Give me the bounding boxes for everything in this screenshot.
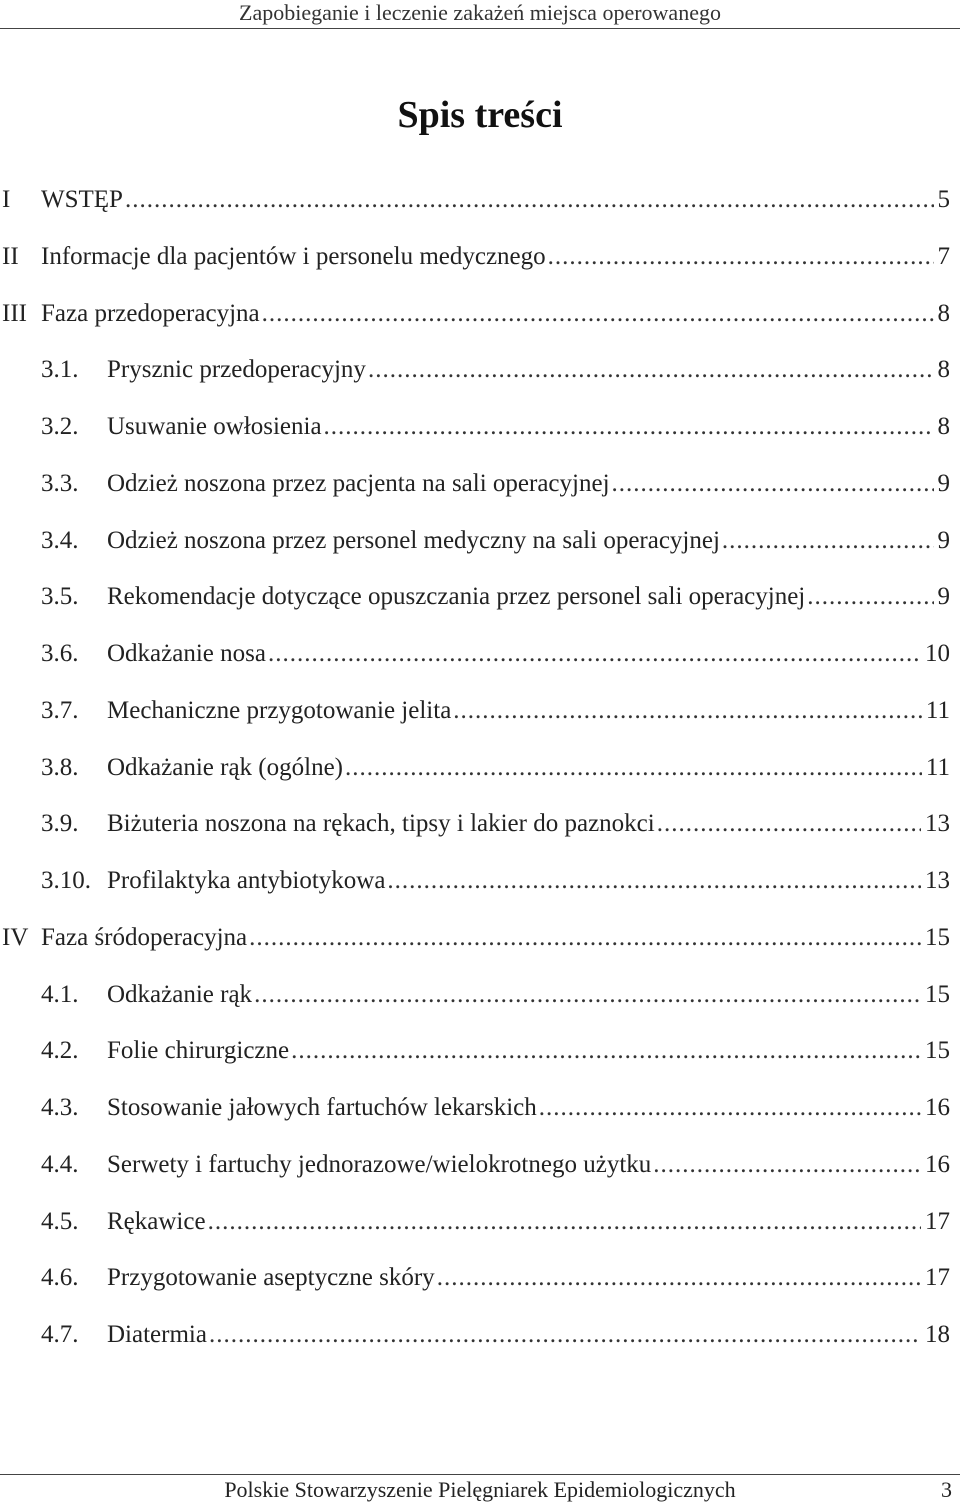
toc-entry-line bbox=[107, 1023, 950, 1080]
toc-dot-leader bbox=[657, 796, 921, 853]
toc-entry-line bbox=[107, 513, 950, 570]
toc-entry[interactable] bbox=[0, 796, 960, 853]
toc-entry-page: 9 bbox=[937, 583, 950, 611]
toc-entry[interactable] bbox=[0, 626, 960, 683]
toc-entry-page: 17 bbox=[925, 1264, 950, 1292]
toc-entry-page: 18 bbox=[925, 1321, 950, 1348]
toc-entry-page: 11 bbox=[925, 753, 950, 781]
toc-entry-label: Faza przedoperacyjna bbox=[41, 299, 260, 327]
toc-entry[interactable] bbox=[0, 910, 960, 967]
toc-entry-number: 3.3. bbox=[41, 469, 79, 497]
toc-entry-number: 3.4. bbox=[41, 526, 79, 554]
toc-dot-leader bbox=[249, 910, 921, 967]
toc-entry-line bbox=[107, 796, 950, 853]
toc-entry-page: 7 bbox=[937, 242, 950, 270]
toc-entry-number: 3.1. bbox=[41, 356, 79, 384]
toc-entry-label: Informacje dla pacjentów i personelu medycznego bbox=[41, 242, 546, 270]
toc-entry-page: 15 bbox=[925, 923, 950, 951]
toc-entry-page: 15 bbox=[925, 980, 950, 1008]
toc-entry-label: Przygotowanie aseptyczne skóry bbox=[107, 1264, 435, 1292]
toc-entry-number: 4.1. bbox=[41, 980, 79, 1008]
toc-entry-line bbox=[107, 1250, 950, 1307]
toc-dot-leader bbox=[437, 1250, 921, 1307]
toc-dot-leader bbox=[262, 286, 934, 343]
toc-entry-page: 8 bbox=[937, 299, 950, 327]
toc-entry-number: 3.7. bbox=[41, 696, 79, 724]
toc-entry-label: Odzież noszona przez pacjenta na sali operacyjnej bbox=[107, 469, 610, 497]
toc-entry-label: Mechaniczne przygotowanie jelita bbox=[107, 696, 452, 724]
toc-entry-number: II bbox=[2, 242, 19, 270]
toc-dot-leader bbox=[722, 513, 934, 570]
footer-divider bbox=[0, 1474, 960, 1475]
toc-entry-line bbox=[107, 1307, 950, 1364]
toc-entry-line bbox=[107, 1137, 950, 1194]
toc-entry-label: Faza śródoperacyjna bbox=[41, 923, 248, 951]
toc-entry-line bbox=[41, 172, 950, 229]
toc-entry-line bbox=[107, 853, 950, 910]
toc-entry-number: 4.6. bbox=[41, 1264, 79, 1292]
toc-entry-number: IV bbox=[2, 923, 29, 951]
toc-entry-number: 4.2. bbox=[41, 1037, 79, 1065]
toc-entry-page: 9 bbox=[937, 526, 950, 554]
toc-entry-line bbox=[41, 910, 950, 967]
toc-dot-leader bbox=[453, 683, 922, 740]
toc-dot-leader bbox=[387, 853, 921, 910]
toc-entry[interactable] bbox=[0, 456, 960, 513]
toc-dot-leader bbox=[548, 229, 934, 286]
toc-entry-line bbox=[41, 229, 950, 286]
toc-entry-number: 3.5. bbox=[41, 583, 79, 611]
toc-entry-page: 13 bbox=[925, 867, 950, 894]
toc-entry-label: Profilaktyka antybiotykowa bbox=[107, 867, 386, 894]
toc-entry[interactable] bbox=[0, 342, 960, 399]
toc-entry-number: 4.3. bbox=[41, 1094, 79, 1121]
toc-entry-number: 4.7. bbox=[41, 1321, 79, 1348]
page-number: 3 bbox=[941, 1477, 952, 1502]
toc-entry-label: Odzież noszona przez personel medyczny na sali operacyjnej bbox=[107, 526, 720, 554]
footer-organization: Polskie Stowarzyszenie Pielęgniarek Epidemiologicznych bbox=[224, 1477, 736, 1502]
toc-dot-leader bbox=[653, 1137, 921, 1194]
toc-entry[interactable] bbox=[0, 172, 960, 229]
toc-entry-number: 3.9. bbox=[41, 810, 79, 838]
toc-entry-number: 3.6. bbox=[41, 640, 79, 667]
toc-entry-number: 3.10. bbox=[41, 867, 91, 894]
toc-entry-line bbox=[107, 1080, 950, 1137]
toc-dot-leader bbox=[254, 967, 921, 1024]
toc-entry-label: Odkażanie rąk bbox=[107, 980, 253, 1008]
toc-entry-line bbox=[41, 286, 950, 343]
toc-entry-page: 15 bbox=[925, 1037, 950, 1065]
toc-entry-number: 3.8. bbox=[41, 753, 79, 781]
toc-dot-leader bbox=[807, 569, 933, 626]
toc-entry[interactable] bbox=[0, 286, 960, 343]
toc-entry-page: 17 bbox=[925, 1207, 950, 1235]
toc-entry-line bbox=[107, 399, 950, 456]
toc-entry-line bbox=[107, 626, 950, 683]
toc-entry[interactable] bbox=[0, 967, 960, 1024]
toc-dot-leader bbox=[291, 1023, 921, 1080]
toc-entry[interactable] bbox=[0, 1023, 960, 1080]
toc-dot-leader bbox=[368, 342, 934, 399]
toc-entry-label: Folie chirurgiczne bbox=[107, 1037, 290, 1065]
toc-entry[interactable] bbox=[0, 1137, 960, 1194]
running-header: Zapobieganie i leczenie zakażeń miejsca operowanego bbox=[239, 0, 721, 25]
toc-entry-number: 4.4. bbox=[41, 1150, 79, 1178]
toc-entry[interactable] bbox=[0, 683, 960, 740]
toc-entry-number: 4.5. bbox=[41, 1207, 79, 1235]
toc-entry-number: I bbox=[2, 186, 11, 213]
toc-entry-page: 16 bbox=[925, 1094, 950, 1121]
toc-entry-number: 3.2. bbox=[41, 413, 79, 440]
header-divider bbox=[0, 28, 960, 29]
toc-entry-label: Rekomendacje dotyczące opuszczania przez personel sali operacyjnej bbox=[107, 583, 806, 611]
table-of-contents bbox=[0, 172, 960, 1364]
toc-entry-number: III bbox=[2, 299, 27, 327]
toc-entry[interactable] bbox=[0, 569, 960, 626]
toc-dot-leader bbox=[345, 740, 922, 797]
toc-entry[interactable] bbox=[0, 1307, 960, 1364]
toc-entry-page: 9 bbox=[937, 469, 950, 497]
toc-entry-label: Rękawice bbox=[107, 1207, 206, 1235]
toc-entry-page: 16 bbox=[925, 1150, 950, 1178]
toc-entry-label: Odkażanie rąk (ogólne) bbox=[107, 753, 343, 781]
toc-entry[interactable] bbox=[0, 853, 960, 910]
toc-entry-label: Odkażanie nosa bbox=[107, 640, 266, 667]
toc-dot-leader bbox=[208, 1194, 921, 1251]
toc-entry-label: Diatermia bbox=[107, 1321, 207, 1348]
toc-entry-line bbox=[107, 683, 950, 740]
toc-dot-leader bbox=[324, 399, 934, 456]
toc-entry-line bbox=[107, 1194, 950, 1251]
toc-entry[interactable] bbox=[0, 1194, 960, 1251]
toc-entry-line bbox=[107, 740, 950, 797]
toc-entry-line bbox=[107, 342, 950, 399]
toc-entry-page: 11 bbox=[925, 696, 950, 724]
toc-dot-leader bbox=[209, 1307, 921, 1364]
toc-entry-line bbox=[107, 569, 950, 626]
toc-entry-page: 5 bbox=[937, 186, 950, 213]
toc-dot-leader bbox=[612, 456, 934, 513]
toc-entry-page: 8 bbox=[937, 413, 950, 440]
toc-entry[interactable] bbox=[0, 740, 960, 797]
toc-entry-page: 10 bbox=[925, 640, 950, 667]
toc-entry-page: 8 bbox=[937, 356, 950, 384]
toc-entry-label: Serwety i fartuchy jednorazowe/wielokrotnego użytku bbox=[107, 1150, 652, 1178]
toc-entry[interactable] bbox=[0, 399, 960, 456]
toc-entry[interactable] bbox=[0, 1080, 960, 1137]
toc-entry-label: Biżuteria noszona na rękach, tipsy i lakier do paznokci bbox=[107, 810, 655, 838]
toc-entry[interactable] bbox=[0, 513, 960, 570]
toc-entry[interactable] bbox=[0, 1250, 960, 1307]
toc-dot-leader bbox=[539, 1080, 921, 1137]
toc-entry-label: WSTĘP bbox=[41, 186, 123, 213]
page-title: Spis treści bbox=[397, 94, 563, 136]
toc-entry-page: 13 bbox=[925, 810, 950, 838]
toc-entry-label: Stosowanie jałowych fartuchów lekarskich bbox=[107, 1094, 537, 1121]
toc-entry[interactable] bbox=[0, 229, 960, 286]
toc-dot-leader bbox=[268, 626, 921, 683]
toc-entry-label: Prysznic przedoperacyjny bbox=[107, 356, 366, 384]
toc-entry-line bbox=[107, 456, 950, 513]
toc-dot-leader bbox=[125, 172, 934, 229]
toc-entry-line bbox=[107, 967, 950, 1024]
toc-entry-label: Usuwanie owłosienia bbox=[107, 413, 322, 440]
